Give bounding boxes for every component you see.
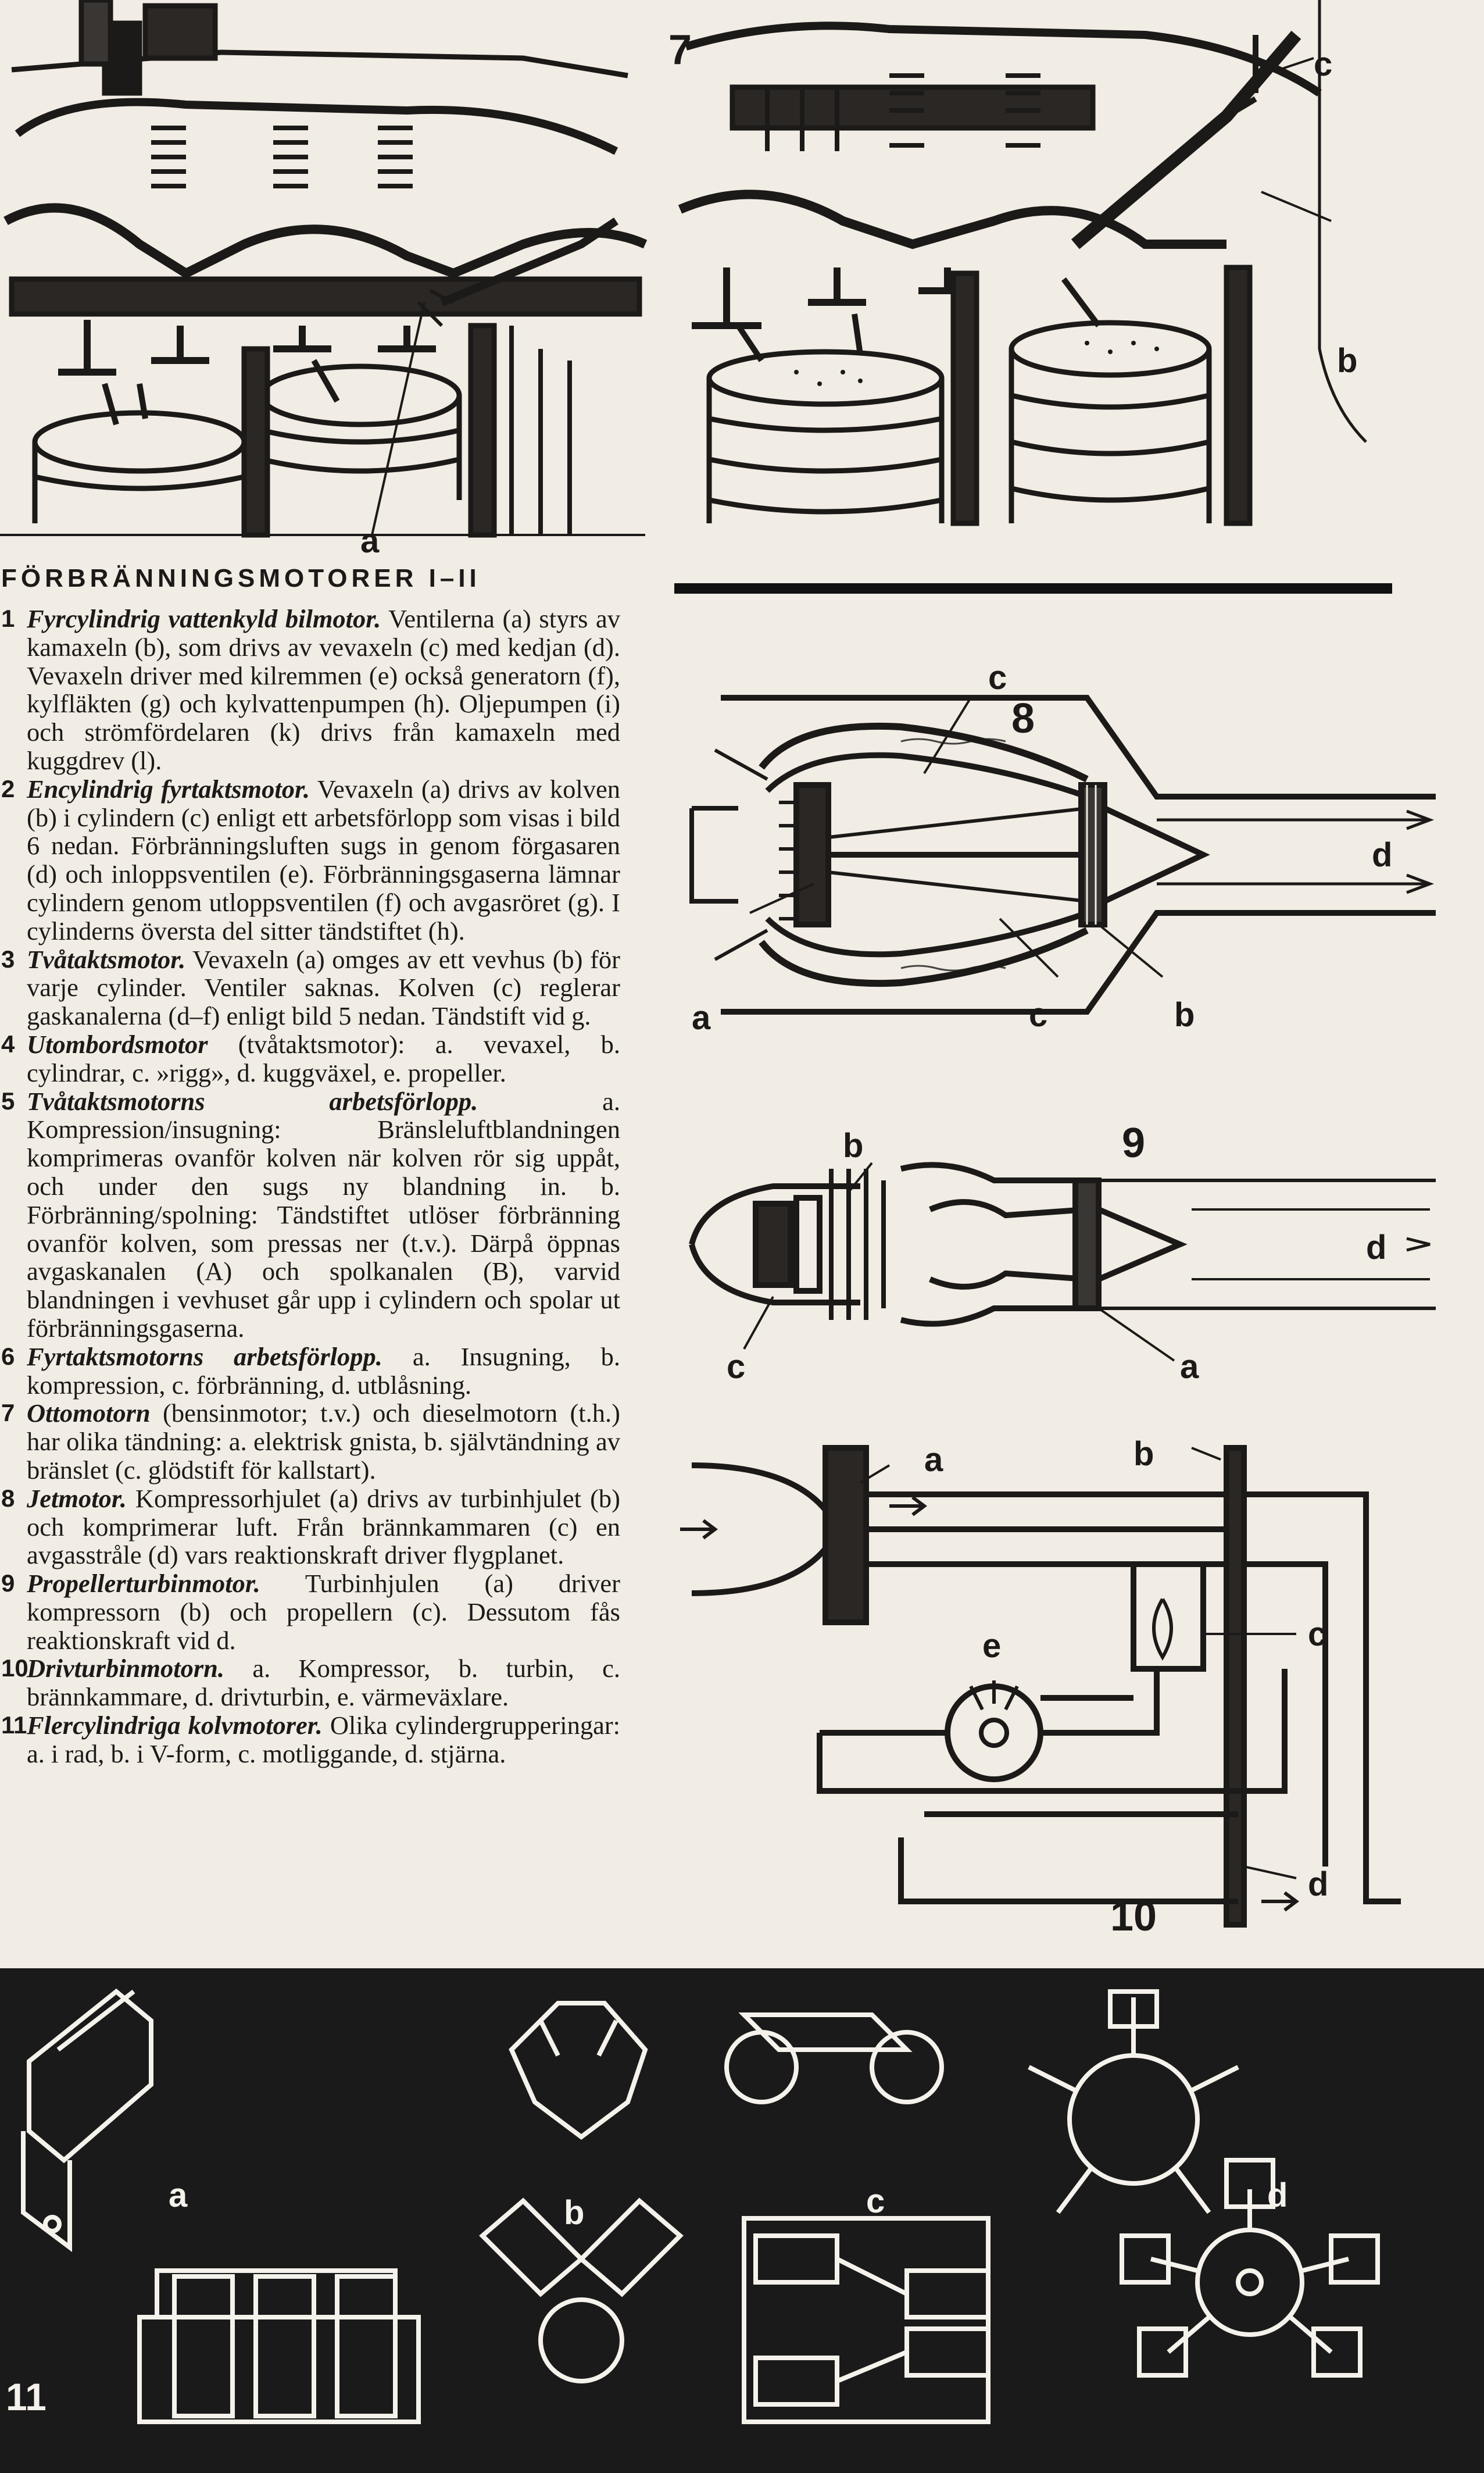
fig10-label-a: a (924, 1441, 943, 1479)
caption-item (1, 1087, 620, 1343)
caption-item (1, 1399, 620, 1484)
caption-title: Propellerturbinmotor. (27, 1569, 260, 1598)
fig9-number: 9 (1122, 1122, 1146, 1166)
caption-number: 7 (1, 1399, 15, 1427)
caption-item (1, 1569, 620, 1654)
caption-title: Tvåtaktsmotor. (27, 944, 186, 974)
caption-body: a. Insugning, b. kompression, c. förbränning, d. utblåsning. (27, 1341, 620, 1400)
caption-number: 8 (1, 1484, 15, 1512)
caption-number: 5 (1, 1087, 15, 1115)
figure-8-jet-engine (680, 663, 1442, 1058)
caption-item (1, 775, 620, 945)
fig10-label-b: b (1133, 1435, 1154, 1473)
figure-11-panel (0, 1968, 1484, 2473)
caption-body: a. Kompressor, b. turbin, c. brännkammare, d. drivturbin, e. värmeväxlare. (27, 1654, 620, 1712)
fig11-label-c: c (866, 2182, 885, 2220)
caption-item (1, 1711, 620, 1768)
fig8-label-b: b (1174, 996, 1195, 1034)
caption-body: Ventilerna (a) styrs av kamaxeln (b), som drivs av vevaxeln (c) med kedjan (d). Vevaxeln driver med kilremmen (e) också generatorn (f), kylfläkten (g) och kylvattenpumpen (h). Oljepumpen (i) och strömfördelaren (k) drivs från kamaxeln med kuggdrev (l). (27, 604, 620, 775)
fig7-label-b: b (1337, 342, 1358, 380)
caption-title: Fyrcylindrig vattenkyld bilmotor. (27, 604, 381, 633)
figure-7-otto-engine (0, 0, 651, 558)
caption-title: Jetmotor. (27, 1483, 127, 1513)
caption-number: 10 (1, 1654, 28, 1682)
fig7-number: 7 (668, 27, 692, 73)
caption-title: Tvåtaktsmotorns arbetsförlopp. (27, 1086, 478, 1116)
caption-list (1, 605, 620, 1768)
figure-10-drive-turbine (680, 1425, 1442, 1936)
section-rule (674, 583, 1392, 594)
caption-item (1, 1484, 620, 1569)
fig9-label-a: a (1180, 1348, 1199, 1386)
caption-body: (bensinmotor; t.v.) och dieselmotorn (t.h.) har olika tändning: a. elektrisk gnista, b. självtändning av bränslet (c. glödstift för kallstart). (27, 1398, 620, 1484)
caption-item (1, 1654, 620, 1711)
caption-block (1, 564, 620, 1768)
caption-item (1, 605, 620, 775)
caption-number: 6 (1, 1342, 15, 1370)
fig10-label-e: e (982, 1627, 1002, 1665)
caption-item (1, 945, 620, 1030)
caption-title: Encylindrig fyrtaktsmotor. (27, 774, 310, 804)
caption-number: 4 (1, 1030, 15, 1058)
caption-title: Flercylindriga kolvmotorer. (27, 1711, 323, 1740)
caption-title: Utombordsmotor (27, 1029, 208, 1059)
caption-body: Vevaxeln (a) omges av ett vevhus (b) för varje cylinder. Ventiler saknas. Kolven (c) reglerar gaskanalerna (d–f) enligt bild 5 nedan. Tändstift vid g. (27, 944, 620, 1031)
caption-title: Drivturbinmotorn. (27, 1654, 225, 1683)
fig9-label-d: d (1366, 1229, 1387, 1266)
fig9-label-c: c (727, 1348, 746, 1386)
caption-number: 3 (1, 945, 15, 973)
fig10-label-c: c (1308, 1615, 1327, 1653)
caption-title: Ottomotorn (27, 1398, 151, 1428)
caption-number: 11 (1, 1711, 27, 1739)
fig8-label-c-top: c (988, 663, 1007, 697)
fig11-label-b: b (564, 2194, 585, 2232)
section-title: FÖRBRÄNNINGSMOTORER I–II (1, 564, 481, 593)
fig8-number: 8 (1011, 695, 1035, 742)
fig7-label-c: c (1314, 45, 1333, 83)
fig11-number: 11 (6, 2375, 47, 2418)
caption-item (1, 1030, 620, 1087)
caption-body: Kompressorhjulet (a) drivs av turbinhjulet (b) och komprimerar luft. Från brännkammaren (c) en avgasstråle (d) vars reaktionskraft driver flygplanet. (27, 1483, 620, 1570)
caption-body: Olika cylindergrupperingar: a. i rad, b. i V-form, c. motliggande, d. stjärna. (27, 1711, 620, 1768)
caption-item (1, 1343, 620, 1400)
fig8-label-c-bottom: c (1029, 996, 1048, 1034)
caption-body: Vevaxeln (a) drivs av kolven (b) i cylindern (c) enligt ett arbetsförlopp som visas i bild 6 nedan. Förbränningsluften sugs in genom förgasaren (d) och inloppsventilen (e). Förbränningsgaserna lämnar cylindern genom utloppsventilen (f) och avgasröret (g). I cylinderns översta del sitter tändstiftet (h). (27, 774, 620, 945)
caption-body: a. Kompression/insugning: Bränsleluftblandningen komprimeras ovanför kolven när kolven rör sig uppåt, och under den sugs ny blandning in. b. Förbränning/spolning: Tändstiftet utlöser förbränning ovanför kolven, som pressas ner (t.v.). Därpå öppnas avgaskanalen (A) och spolkanalen (B), varvid blandningen i vevhuset går upp i cylindern och spolar ut förbränningsgaserna. (27, 1086, 620, 1343)
fig7-label-a: a (360, 522, 380, 558)
caption-number: 2 (1, 775, 15, 802)
fig8-label-a: a (692, 999, 711, 1037)
fig9-label-b: b (843, 1127, 864, 1165)
fig10-number: 10 (1110, 1893, 1157, 1936)
figure-9-propeller-turbine (680, 1122, 1442, 1390)
caption-title: Fyrtaktsmotorns arbetsförlopp. (27, 1341, 382, 1371)
fig11-label-d: d (1267, 2176, 1288, 2214)
caption-number: 9 (1, 1569, 15, 1597)
caption-number: 1 (1, 605, 15, 632)
caption-body: (tvåtaktsmotor): a. vevaxel, b. cylindrar, c. »rigg», d. kuggväxel, e. propeller. (27, 1029, 620, 1087)
fig10-label-d: d (1308, 1865, 1329, 1903)
fig11-label-a: a (169, 2176, 188, 2214)
caption-body: Turbinhjulen (a) driver kompressorn (b) och propellern (c). Dessutom fås reaktionskraft vid d. (27, 1569, 620, 1655)
figure-7-diesel-engine (668, 0, 1413, 558)
fig8-label-d: d (1372, 836, 1393, 874)
